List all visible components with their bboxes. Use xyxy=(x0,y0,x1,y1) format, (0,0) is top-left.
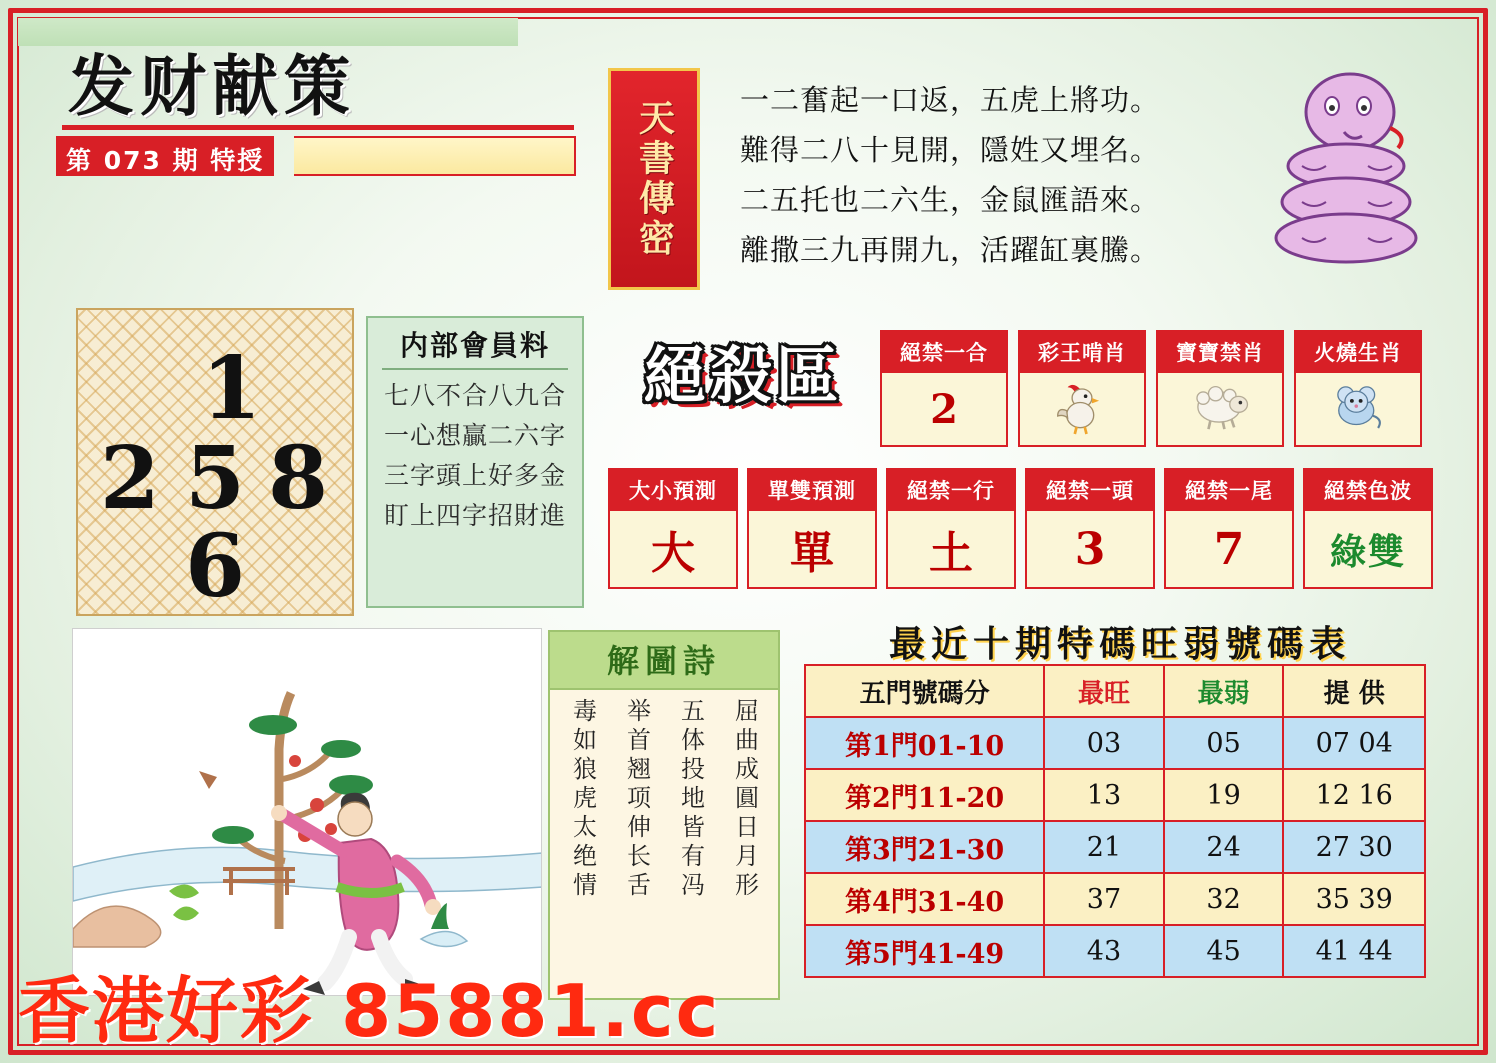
row-3-supply: 27 30 xyxy=(1283,821,1425,873)
prediction-card-4-header: 絕禁一頭 xyxy=(1025,468,1155,511)
row-2-label: 第2門11-20 xyxy=(805,769,1044,821)
row-4-label: 第4門31-40 xyxy=(805,873,1044,925)
row-1-supply: 07 04 xyxy=(1283,717,1425,769)
row-4-cold: 32 xyxy=(1164,873,1284,925)
zodiac-card-4 xyxy=(1294,330,1422,447)
issue-label: 第 073 期 特授 xyxy=(56,136,274,176)
illustration-panel xyxy=(72,628,542,996)
row-5-supply: 41 44 xyxy=(1283,925,1425,977)
table-row xyxy=(805,717,1425,769)
prediction-card-2 xyxy=(747,468,877,589)
lucky-number-4: 8 xyxy=(268,428,328,529)
prediction-card-6-value: 綠雙 xyxy=(1303,511,1433,589)
plaque-text: 天書傳密 xyxy=(633,99,675,259)
poem-line-1: 一二奮起一口返，五虎上將功。 xyxy=(740,83,1161,117)
zodiac-card-4-header: 火燒生肖 xyxy=(1294,330,1422,373)
snake-icon xyxy=(1272,70,1422,270)
poem-box-columns xyxy=(550,690,778,998)
row-5-hot: 43 xyxy=(1044,925,1164,977)
prediction-card-2-header: 單雙預測 xyxy=(747,468,877,511)
table-row xyxy=(805,821,1425,873)
hot-cold-table xyxy=(804,664,1426,978)
rat-icon xyxy=(1330,380,1386,438)
member-box-divider xyxy=(382,368,568,370)
member-line-4: 盯上四字招財進 xyxy=(383,501,566,530)
prediction-card-6 xyxy=(1303,468,1433,589)
zodiac-card-1 xyxy=(880,330,1008,447)
poem-box-col-2: 五体投地皆有冯 xyxy=(676,698,705,901)
row-5-cold: 45 xyxy=(1164,925,1284,977)
zodiac-card-2 xyxy=(1018,330,1146,447)
col-header-hottest: 最旺 xyxy=(1044,665,1164,717)
member-line-2: 一心想贏二六字 xyxy=(383,421,566,450)
prediction-card-3-value: 土 xyxy=(886,511,1016,589)
row-2-cold: 19 xyxy=(1164,769,1284,821)
zodiac-card-3-body xyxy=(1156,373,1284,447)
plaque-tianshu xyxy=(608,68,700,290)
lucky-number-5: 6 xyxy=(185,516,245,617)
title-underline xyxy=(62,125,574,130)
prediction-card-5-header: 絕禁一尾 xyxy=(1164,468,1294,511)
zodiac-card-row xyxy=(880,330,1422,447)
prediction-card-3 xyxy=(886,468,1016,589)
hot-cold-title: 最近十期特碼旺弱號碼表 xyxy=(888,624,1351,665)
zodiac-card-1-value: 2 xyxy=(930,385,958,433)
prediction-card-3-header: 絕禁一行 xyxy=(886,468,1016,511)
table-header-row xyxy=(805,665,1425,717)
zodiac-card-1-body xyxy=(880,373,1008,447)
top-left-band xyxy=(18,18,518,46)
prediction-card-5-value: 7 xyxy=(1164,511,1294,589)
lucky-numbers-panel xyxy=(76,308,354,616)
prediction-card-6-header: 絕禁色波 xyxy=(1303,468,1433,511)
row-3-label: 第3門21-30 xyxy=(805,821,1044,873)
table-row xyxy=(805,925,1425,977)
table-row xyxy=(805,769,1425,821)
member-line-3: 三字頭上好多金 xyxy=(383,461,566,490)
zodiac-card-4-body xyxy=(1294,373,1422,447)
issue-value-box xyxy=(294,136,576,176)
poem-box-col-1: 屈曲成圓日月形 xyxy=(730,698,759,901)
row-1-label: 第1門01-10 xyxy=(805,717,1044,769)
prediction-card-4-value: 3 xyxy=(1025,511,1155,589)
poem-line-2: 難得二八十見開，隱姓又埋名。 xyxy=(740,132,1161,167)
lucky-number-1: 1 xyxy=(201,338,262,439)
table-row xyxy=(805,873,1425,925)
row-2-supply: 12 16 xyxy=(1283,769,1425,821)
zodiac-card-1-header: 絕禁一合 xyxy=(880,330,1008,373)
poem-box xyxy=(548,630,780,1000)
prediction-card-5 xyxy=(1164,468,1294,589)
row-1-cold: 05 xyxy=(1164,717,1284,769)
row-2-hot: 13 xyxy=(1044,769,1164,821)
prediction-card-1 xyxy=(608,468,738,589)
zodiac-card-3 xyxy=(1156,330,1284,447)
col-header-group: 五門號碼分 xyxy=(805,665,1044,717)
zodiac-card-2-header: 彩王啃肖 xyxy=(1018,330,1146,373)
page-title: 发财献策 xyxy=(68,48,356,125)
prediction-card-1-value: 大 xyxy=(608,511,738,589)
row-4-hot: 37 xyxy=(1044,873,1164,925)
lucky-number-3: 5 xyxy=(185,428,245,529)
zodiac-card-2-body xyxy=(1018,373,1146,447)
poem-box-col-3: 举首翘项伸长舌 xyxy=(622,698,651,901)
member-box-title: 内部會員料 xyxy=(399,329,550,362)
col-header-supply: 提 供 xyxy=(1283,665,1425,717)
title-block xyxy=(56,48,586,180)
col-header-coldest: 最弱 xyxy=(1164,665,1284,717)
poem-box-col-4: 毒如狼虎太绝情 xyxy=(568,698,597,901)
row-4-supply: 35 39 xyxy=(1283,873,1425,925)
watermark: 香港好彩 85881.cc xyxy=(18,969,721,1053)
poem-block xyxy=(740,76,1210,276)
sheep-icon xyxy=(1189,381,1251,437)
poem-line-3: 二五托也二六生，金鼠匯語來。 xyxy=(740,182,1161,217)
prediction-card-1-header: 大小預測 xyxy=(608,468,738,511)
kill-zone-title: 絕殺區 xyxy=(643,339,842,412)
prediction-card-4 xyxy=(1025,468,1155,589)
row-3-cold: 24 xyxy=(1164,821,1284,873)
member-line-1: 七八不合八九合 xyxy=(383,381,566,410)
lucky-number-2: 2 xyxy=(100,428,160,529)
zodiac-card-3-header: 寶寶禁肖 xyxy=(1156,330,1284,373)
row-3-hot: 21 xyxy=(1044,821,1164,873)
row-1-hot: 03 xyxy=(1044,717,1164,769)
row-5-label: 第5門41-49 xyxy=(805,925,1044,977)
prediction-card-row xyxy=(608,468,1433,589)
poem-box-title: 解圖詩 xyxy=(550,632,778,690)
prediction-card-2-value: 單 xyxy=(747,511,877,589)
member-info-box xyxy=(366,316,584,608)
poem-line-4: 離撒三九再開九，活躍缸裏騰。 xyxy=(740,232,1161,267)
issue-row xyxy=(56,136,576,180)
rooster-icon xyxy=(1055,377,1109,441)
